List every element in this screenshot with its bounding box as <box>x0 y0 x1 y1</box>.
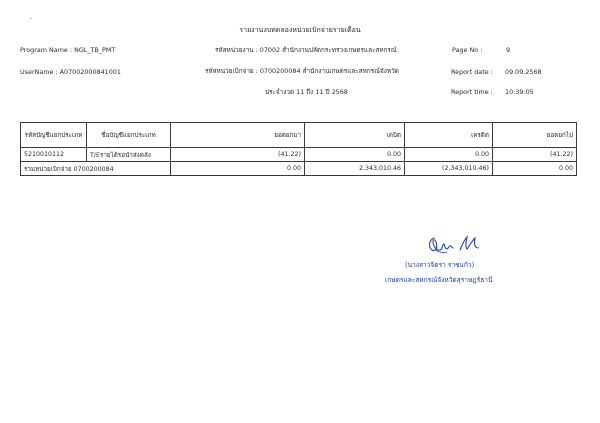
page-no-value: 9 <box>506 46 511 54</box>
header-closing-balance: ยอดยกไป <box>493 123 577 148</box>
signer-position: เกษตรและสหกรณ์จังหวัดสุราษฎร์ธานี <box>385 276 493 284</box>
total-label: รวมหน่วยเบิกจ่าย 0700200084 <box>21 162 171 176</box>
agency-line: รหัสหน่วยงาน : 07002 สำนักงานปลัดกระทรวงเกษตรและสหกรณ์ <box>215 46 397 54</box>
cell-debit: 0.00 <box>305 148 405 162</box>
cell-credit: 0.00 <box>405 148 493 162</box>
header-account-code: รหัสบัญชีแยกประเภท <box>21 123 87 148</box>
total-credit: (2,343,010.46) <box>405 162 493 176</box>
total-debit: 2,343,010.46 <box>305 162 405 176</box>
header-debit: เดบิต <box>305 123 405 148</box>
signer-name: (นางสาวจิตรา ราชแก้ว) <box>405 261 475 269</box>
header-opening-balance: ยอดยกมา <box>171 123 305 148</box>
disbursing-unit-line: รหัสหน่วยเบิกจ่าย : 0700200084 สำนักงานเกษตรและสหกรณ์จังหวัด <box>205 67 399 75</box>
cell-closing-balance: (41.22) <box>493 148 577 162</box>
cell-opening-balance: (41.22) <box>171 148 305 162</box>
cell-account-code: 5210010112 <box>21 148 87 162</box>
trial-balance-table <box>20 122 577 176</box>
report-date-label: Report date : <box>451 68 493 76</box>
report-date-value: 09.09.2568 <box>505 68 542 76</box>
user-name: UserName : A07002000841001 <box>20 68 121 76</box>
handwritten-signature <box>425 233 483 255</box>
scan-speck <box>30 18 32 19</box>
table-header-row <box>21 123 577 148</box>
report-time-value: 10:39:05 <box>505 88 534 96</box>
header-account-name: ชื่อบัญชีแยกประเภท <box>87 123 171 148</box>
page-no-label: Page No : <box>452 46 483 54</box>
program-name: Program Name : NGL_TB_PMT <box>20 46 116 54</box>
header-credit: เครดิต <box>405 123 493 148</box>
total-closing-balance: 0.00 <box>493 162 577 176</box>
cell-account-name: T/Eรายได้รอนำส่งคลัง <box>87 148 171 162</box>
report-title: รายงานงบทดลองหน่วยเบิกจ่ายรายเดือน <box>239 26 361 34</box>
report-time-label: Report time : <box>451 88 493 96</box>
table-row <box>21 148 577 162</box>
total-opening-balance: 0.00 <box>171 162 305 176</box>
period-line: ประจำงวด 11 ถึง 11 ปี 2568 <box>265 88 348 96</box>
table-total-row <box>21 162 577 176</box>
